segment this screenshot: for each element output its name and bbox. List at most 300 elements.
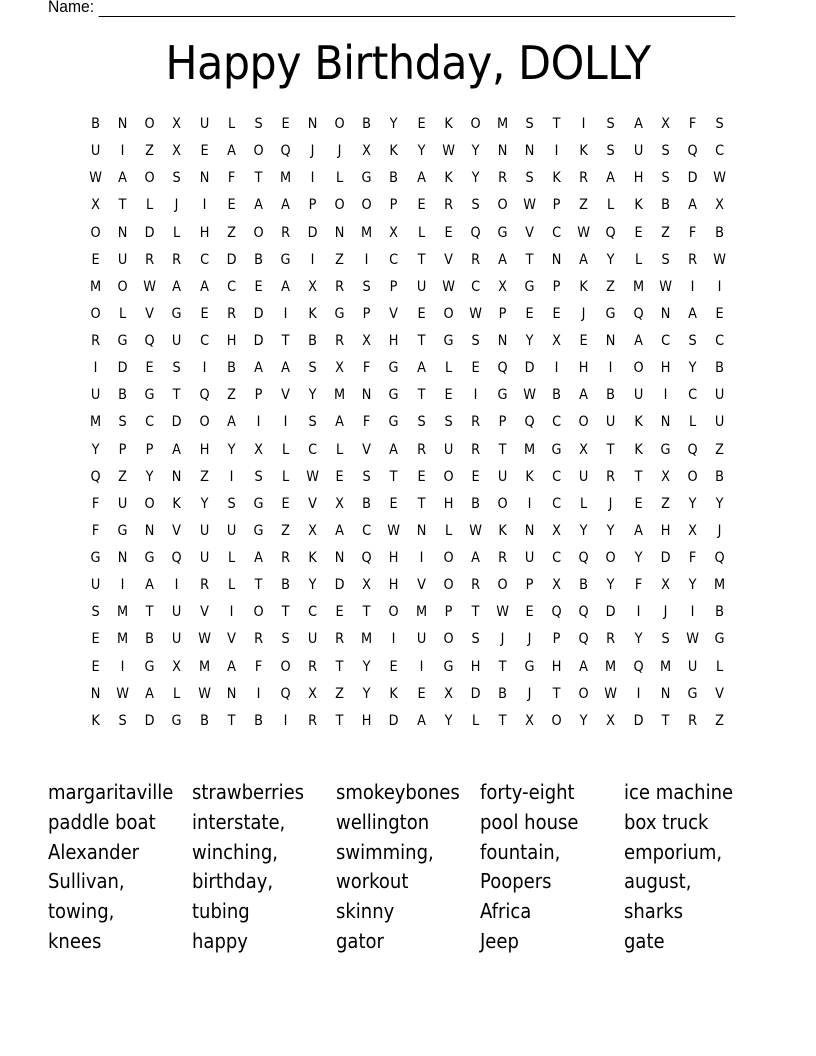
grid-cell: X [552,577,562,594]
grid-cell: P [308,197,317,214]
name-label: Name: [48,0,95,16]
grid-cell: F [91,522,100,539]
grid-cell: O [198,414,210,431]
grid-cell: M [279,170,292,187]
grid-cell: B [715,468,724,485]
grid-cell: R [470,414,480,431]
word-list-item: Alexander [48,839,140,864]
grid-cell: T [417,251,426,268]
word-list-item: Africa [480,899,532,924]
grid-cell: U [687,658,698,675]
grid-cell: E [471,468,480,485]
grid-cell: G [497,224,508,241]
grid-cell: P [498,305,507,322]
grid-cell: Q [524,414,535,431]
grid-cell: D [605,604,616,621]
grid-cell: F [688,116,697,132]
grid-cell: I [202,197,206,214]
grid-cell: R [416,441,426,458]
grid-cell: I [175,577,179,594]
grid-cell: B [253,712,263,729]
grid-cell: Y [227,441,236,458]
grid-cell: R [145,251,155,268]
grid-cell: I [283,305,288,322]
grid-cell: P [525,577,534,594]
grid-cell: V [308,495,317,512]
word-list-item: Sullivan, [48,869,125,894]
grid-cell: S [254,468,263,485]
grid-cell: L [688,414,696,431]
grid-cell: P [552,197,561,214]
grid-cell: U [226,522,236,539]
grid-cell: T [281,604,290,621]
grid-cell: A [226,414,236,431]
grid-cell: E [525,604,534,621]
grid-cell: H [389,333,399,349]
grid-cell: C [145,414,155,431]
word-list-item: workout [336,869,409,894]
grid-cell: T [552,685,561,702]
grid-cell: T [145,604,154,621]
grid-cell: L [227,116,235,132]
grid-cell: Q [578,604,589,621]
grid-cell: E [471,360,480,377]
grid-cell: Y [91,441,100,458]
grid-cell: X [362,333,372,349]
grid-cell: C [552,414,562,431]
grid-cell: T [552,116,561,132]
grid-cell: K [443,116,453,132]
grid-cell: G [171,305,182,322]
grid-cell: U [307,631,318,648]
grid-cell: G [361,170,372,187]
grid-cell: Y [634,550,643,566]
grid-cell: C [362,522,372,539]
grid-cell: Y [471,143,480,160]
word-list-item: forty-eight [480,780,575,804]
grid-cell: Y [579,712,588,729]
grid-cell: K [633,197,643,214]
grid-cell: P [118,441,127,458]
grid-cell: M [632,278,644,295]
grid-cell: G [253,522,264,539]
word-list-item: gator [336,928,384,953]
grid-cell: S [91,604,100,621]
grid-cell: W [523,197,536,214]
grid-cell: D [660,550,671,566]
grid-cell: I [473,387,478,404]
grid-cell: W [306,468,319,485]
word-list-item: ice machine [624,780,734,804]
grid-cell: X [606,712,616,729]
grid-cell: X [552,522,562,539]
grid-cell: X [308,278,317,295]
grid-cell: O [551,712,562,729]
grid-cell: C [199,333,209,349]
grid-cell: I [717,278,722,295]
grid-cell: M [415,604,427,621]
grid-cell: O [443,468,454,485]
grid-cell: R [335,333,345,349]
grid-cell: P [552,631,561,648]
grid-cell: N [199,170,209,187]
grid-cell: E [91,631,100,648]
grid-cell: H [470,658,481,675]
grid-cell: N [90,685,101,702]
grid-cell: L [336,170,344,187]
grid-cell: X [362,577,372,594]
grid-cell: D [524,360,535,377]
grid-cell: R [91,333,101,349]
grid-cell: R [308,658,318,675]
grid-cell: S [254,116,263,132]
grid-cell: T [254,577,263,594]
grid-cell: H [660,522,671,539]
grid-cell: I [120,143,125,160]
grid-cell: B [362,116,372,132]
grid-cell: H [361,712,372,729]
grid-cell: N [660,414,671,431]
grid-cell: X [687,522,697,539]
grid-cell: C [199,251,209,268]
grid-cell: O [443,550,454,566]
grid-cell: X [552,333,562,349]
grid-cell: H [389,577,399,594]
grid-cell: G [171,712,182,729]
grid-cell: E [91,251,100,268]
grid-cell: V [199,604,209,621]
grid-cell: E [199,143,209,160]
grid-cell: U [172,333,182,349]
grid-cell: E [91,658,100,675]
grid-cell: S [471,631,480,648]
grid-cell: K [525,468,534,485]
grid-cell: F [634,577,642,594]
grid-cell: O [497,577,508,594]
grid-cell: X [660,116,670,132]
name-blank-line [99,0,736,17]
grid-cell: X [362,143,372,160]
grid-cell: G [443,333,454,349]
grid-cell: I [229,468,234,485]
page-title: Happy Birthday, DOLLY [165,36,651,90]
grid-cell: A [253,360,263,377]
grid-cell: D [470,685,481,702]
word-search-grid [82,112,733,736]
grid-cell: N [660,305,671,322]
grid-cell: Y [715,495,724,512]
grid-cell: X [335,495,345,512]
grid-cell: S [661,251,670,268]
grid-cell: K [308,305,317,322]
grid-cell: H [443,495,454,512]
grid-cell: I [609,360,613,377]
grid-cell: L [471,712,479,729]
grid-cell: R [226,305,236,322]
grid-cell: P [390,278,398,295]
grid-cell: R [579,170,589,187]
grid-cell: A [687,197,697,214]
grid-cell: Q [714,550,725,566]
grid-cell: C [714,333,724,349]
grid-cell: Y [579,522,588,539]
grid-cell: N [307,116,318,132]
grid-cell: I [554,143,559,160]
grid-cell: A [579,658,589,675]
grid-cell: B [606,387,616,404]
grid-cell: Y [525,333,534,349]
grid-cell: S [661,143,670,160]
grid-cell: X [172,658,182,675]
grid-cell: O [443,631,454,648]
grid-cell: V [525,224,534,241]
grid-cell: S [661,170,670,187]
grid-cell: S [227,495,236,512]
grid-cell: C [714,143,724,160]
grid-cell: G [388,360,399,377]
grid-cell: C [308,441,318,458]
grid-cell: O [443,305,454,322]
grid-cell: I [690,278,695,295]
grid-cell: A [145,685,155,702]
grid-cell: X [660,468,670,485]
grid-cell: Q [687,441,698,458]
grid-cell: N [416,522,426,539]
grid-cell: S [525,116,534,132]
word-list-item: birthday, [192,869,274,894]
word-list-item: winching, [192,839,278,864]
grid-cell: F [254,658,263,675]
grid-cell: P [145,441,154,458]
grid-cell: T [417,387,426,404]
grid-cell: L [444,522,452,539]
grid-cell: S [118,712,127,729]
grid-cell: O [361,197,372,214]
grid-cell: U [117,495,128,512]
grid-cell: L [173,224,181,241]
grid-cell: B [470,495,480,512]
grid-cell: O [280,658,291,675]
grid-cell: Z [335,685,345,702]
grid-cell: W [713,170,726,187]
grid-cell: Y [471,170,480,187]
grid-cell: L [607,197,615,214]
grid-cell: U [524,550,535,566]
grid-cell: Y [362,685,371,702]
grid-cell: R [253,631,263,648]
grid-cell: I [364,251,369,268]
grid-cell: B [498,685,507,702]
grid-cell: R [172,251,182,268]
grid-cell: J [581,305,586,322]
grid-cell: G [90,550,101,566]
grid-cell: A [579,251,589,268]
grid-cell: X [91,197,100,214]
grid-cell: U [199,116,209,132]
grid-cell: E [416,468,426,485]
grid-cell: N [497,333,508,349]
grid-cell: S [362,468,371,485]
grid-cell: J [337,143,342,160]
grid-cell: I [636,604,640,621]
grid-cell: U [172,604,182,621]
grid-cell: O [144,116,155,132]
grid-cell: X [498,278,507,295]
word-list-item: Jeep [480,928,519,953]
word-list-item: paddle boat [48,809,156,834]
grid-cell: W [89,170,102,187]
grid-cell: W [685,631,699,648]
grid-cell: R [470,441,480,458]
grid-cell: O [90,305,101,322]
grid-cell: C [470,278,480,295]
grid-cell: Q [470,224,481,241]
grid-cell: U [90,577,101,594]
grid-cell: E [416,685,426,702]
grid-cell: O [388,604,400,621]
grid-cell: U [90,143,101,160]
grid-cell: N [606,333,616,349]
grid-cell: U [199,522,209,539]
grid-cell: E [254,278,263,295]
word-list-item: skinny [336,899,395,924]
grid-cell: F [227,170,235,187]
grid-cell: G [144,658,155,675]
grid-cell: F [688,550,697,566]
grid-cell: W [441,278,455,295]
grid-cell: E [416,116,426,132]
grid-cell: M [89,414,102,431]
grid-cell: G [144,387,155,404]
grid-cell: I [419,658,423,675]
grid-cell: N [524,143,535,160]
grid-cell: D [226,251,237,268]
grid-cell: K [579,278,589,295]
grid-cell: W [523,387,536,404]
grid-cell: Q [632,305,644,322]
grid-cell: X [443,685,453,702]
word-list-item: emporium, [624,839,723,864]
grid-cell: U [714,414,725,431]
grid-cell: Y [688,577,697,594]
grid-cell: O [144,495,155,512]
grid-cell: O [687,468,698,485]
grid-cell: L [173,685,181,702]
grid-cell: I [120,577,125,594]
grid-cell: I [229,604,234,621]
grid-cell: Y [606,251,615,268]
grid-cell: G [443,658,454,675]
grid-cell: E [389,495,399,512]
grid-cell: U [172,631,182,648]
grid-cell: O [117,278,128,295]
grid-cell: S [471,333,480,349]
grid-cell: B [308,333,317,349]
grid-cell: G [280,251,291,268]
grid-cell: K [633,441,643,458]
grid-cell: A [633,333,643,349]
grid-cell: E [416,305,426,322]
word-list-item: august, [624,869,692,894]
grid-cell: B [145,631,155,648]
grid-cell: B [253,251,263,268]
grid-cell: P [444,604,453,621]
word-list [48,778,768,957]
grid-cell: C [687,387,697,404]
grid-cell: R [280,550,290,566]
grid-cell: X [525,712,534,729]
grid-cell: K [579,143,589,160]
grid-cell: O [443,577,454,594]
grid-cell: E [633,224,643,241]
grid-cell: W [143,278,157,295]
grid-cell: D [253,305,264,322]
grid-cell: M [334,387,346,404]
grid-cell: Z [226,224,236,241]
grid-cell: D [687,170,698,187]
grid-cell: E [335,604,344,621]
grid-cell: S [281,631,290,648]
grid-cell: X [335,360,345,377]
grid-cell: M [523,441,536,458]
grid-cell: A [172,441,182,458]
grid-cell: A [172,278,182,295]
grid-cell: H [226,333,237,349]
grid-cell: G [388,387,399,404]
grid-cell: Z [226,387,236,404]
grid-cell: C [552,224,562,241]
grid-cell: Y [200,495,209,512]
grid-cell: Q [171,550,183,566]
grid-cell: W [441,143,455,160]
word-list-item: box truck [624,809,709,834]
grid-cell: R [497,550,507,566]
grid-cell: V [172,522,182,539]
grid-cell: W [387,522,401,539]
grid-cell: G [714,631,725,648]
grid-cell: H [551,658,562,675]
grid-cell: A [416,360,426,377]
grid-cell: V [715,685,724,702]
grid-cell: L [417,224,425,241]
grid-cell: A [145,577,155,594]
grid-cell: L [634,251,642,268]
grid-cell: A [606,170,616,187]
grid-cell: N [334,224,345,241]
grid-cell: I [310,251,315,268]
grid-cell: D [144,224,155,241]
grid-cell: V [145,305,155,322]
grid-cell: T [498,712,507,729]
grid-cell: B [91,116,100,132]
grid-cell: U [606,414,616,431]
grid-cell: K [498,522,507,539]
grid-cell: U [633,143,643,160]
grid-cell: R [606,468,616,485]
grid-cell: H [199,224,209,241]
word-list-item: knees [48,928,102,953]
grid-cell: K [308,550,317,566]
grid-cell: Q [198,387,210,404]
grid-cell: Y [308,387,317,404]
grid-cell: I [120,658,125,675]
grid-cell: I [419,550,423,566]
grid-cell: S [308,414,317,431]
grid-cell: G [524,278,535,295]
grid-cell: R [443,197,453,214]
grid-cell: S [308,360,317,377]
grid-cell: B [281,577,290,594]
